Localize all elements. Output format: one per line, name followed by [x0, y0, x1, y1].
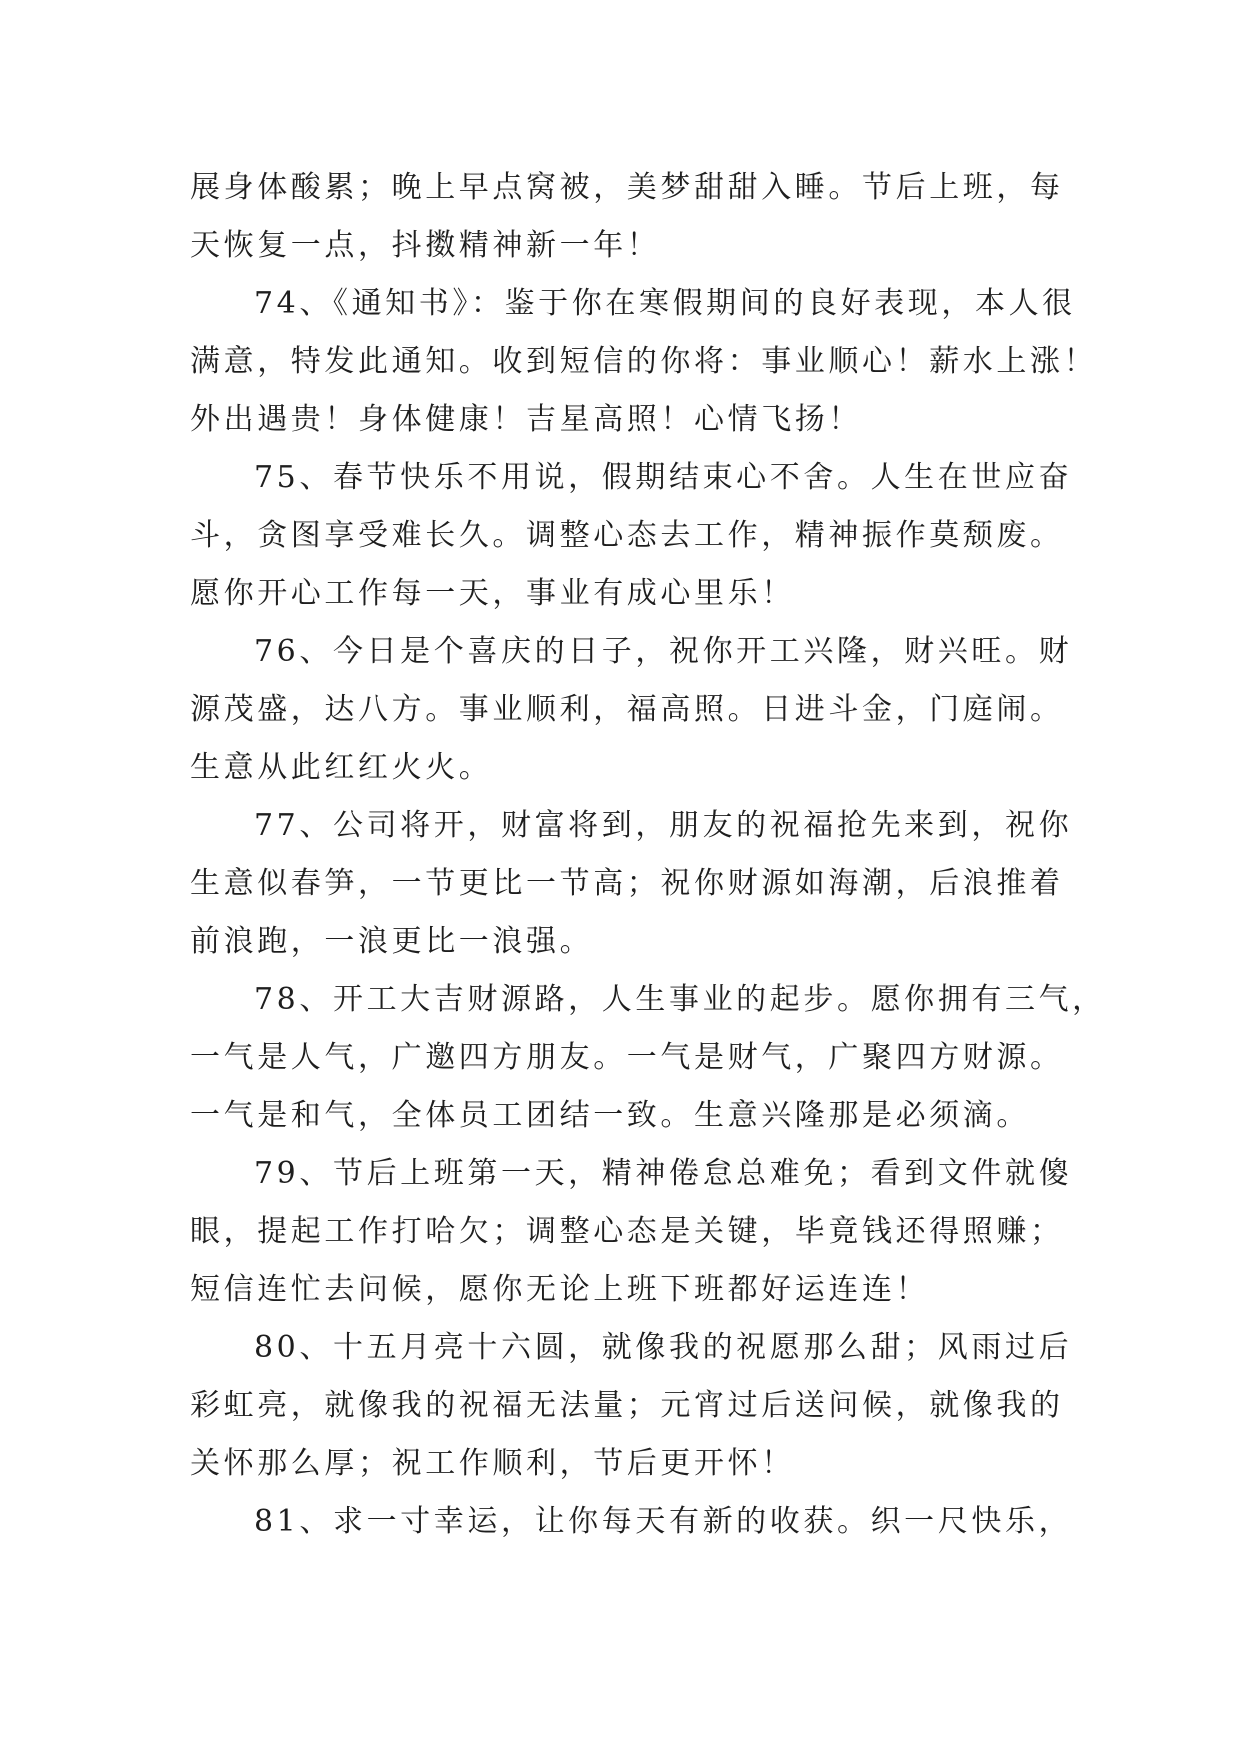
- paragraph-80-start: 80、十五月亮十六圆，就像我的祝愿那么甜；风雨过后: [254, 1330, 1073, 1365]
- text-line: 前浪跑，一浪更比一浪强。: [190, 924, 594, 959]
- text-line: 一气是人气，广邀四方朋友。一气是财气，广聚四方财源。: [190, 1040, 1064, 1075]
- paragraph-76-start: 76、今日是个喜庆的日子，祝你开工兴隆，财兴旺。财: [254, 634, 1073, 669]
- text-line: 斗，贪图享受难长久。调整心态去工作，精神振作莫颓废。: [190, 518, 1064, 553]
- paragraph-79-start: 79、节后上班第一天，精神倦怠总难免；看到文件就傻: [254, 1156, 1073, 1191]
- document-body: [190, 159, 1106, 1551]
- text-line: 生意似春笋，一节更比一节高；祝你财源如海潮，后浪推着: [190, 866, 1064, 901]
- text-line: 外出遇贵！身体健康！吉星高照！心情飞扬！: [190, 402, 862, 437]
- paragraph-77-start: 77、公司将开，财富将到，朋友的祝福抢先来到，祝你: [254, 808, 1073, 843]
- paragraph-78-start: 78、开工大吉财源路，人生事业的起步。愿你拥有三气，: [254, 982, 1106, 1017]
- text-line: 短信连忙去问候，愿你无论上班下班都好运连连！: [190, 1272, 930, 1307]
- text-line: 满意，特发此通知。收到短信的你将：事业顺心！薪水上涨！: [190, 344, 1098, 379]
- text-line: 天恢复一点，抖擞精神新一年！: [190, 228, 661, 263]
- text-line: 一气是和气，全体员工团结一致。生意兴隆那是必须滴。: [190, 1098, 1030, 1133]
- text-line: 展身体酸累；晚上早点窝被，美梦甜甜入睡。节后上班，每: [190, 170, 1064, 205]
- paragraph-75-start: 75、春节快乐不用说，假期结束心不舍。人生在世应奋: [254, 460, 1073, 495]
- text-line: 生意从此红红火火。: [190, 750, 493, 785]
- text-line: 源茂盛，达八方。事业顺利，福高照。日进斗金，门庭闹。: [190, 692, 1064, 727]
- paragraph-81-start: 81、求一寸幸运，让你每天有新的收获。织一尺快乐，: [254, 1504, 1073, 1539]
- text-line: 彩虹亮，就像我的祝福无法量；元宵过后送问候，就像我的: [190, 1388, 1064, 1423]
- text-line: 愿你开心工作每一天，事业有成心里乐！: [190, 576, 795, 611]
- text-line: 关怀那么厚；祝工作顺利，节后更开怀！: [190, 1446, 795, 1481]
- text-line: 眼，提起工作打哈欠；调整心态是关键，毕竟钱还得照赚；: [190, 1214, 1064, 1249]
- paragraph-74-start: 74、《通知书》：鉴于你在寒假期间的良好表现，本人很: [254, 286, 1076, 321]
